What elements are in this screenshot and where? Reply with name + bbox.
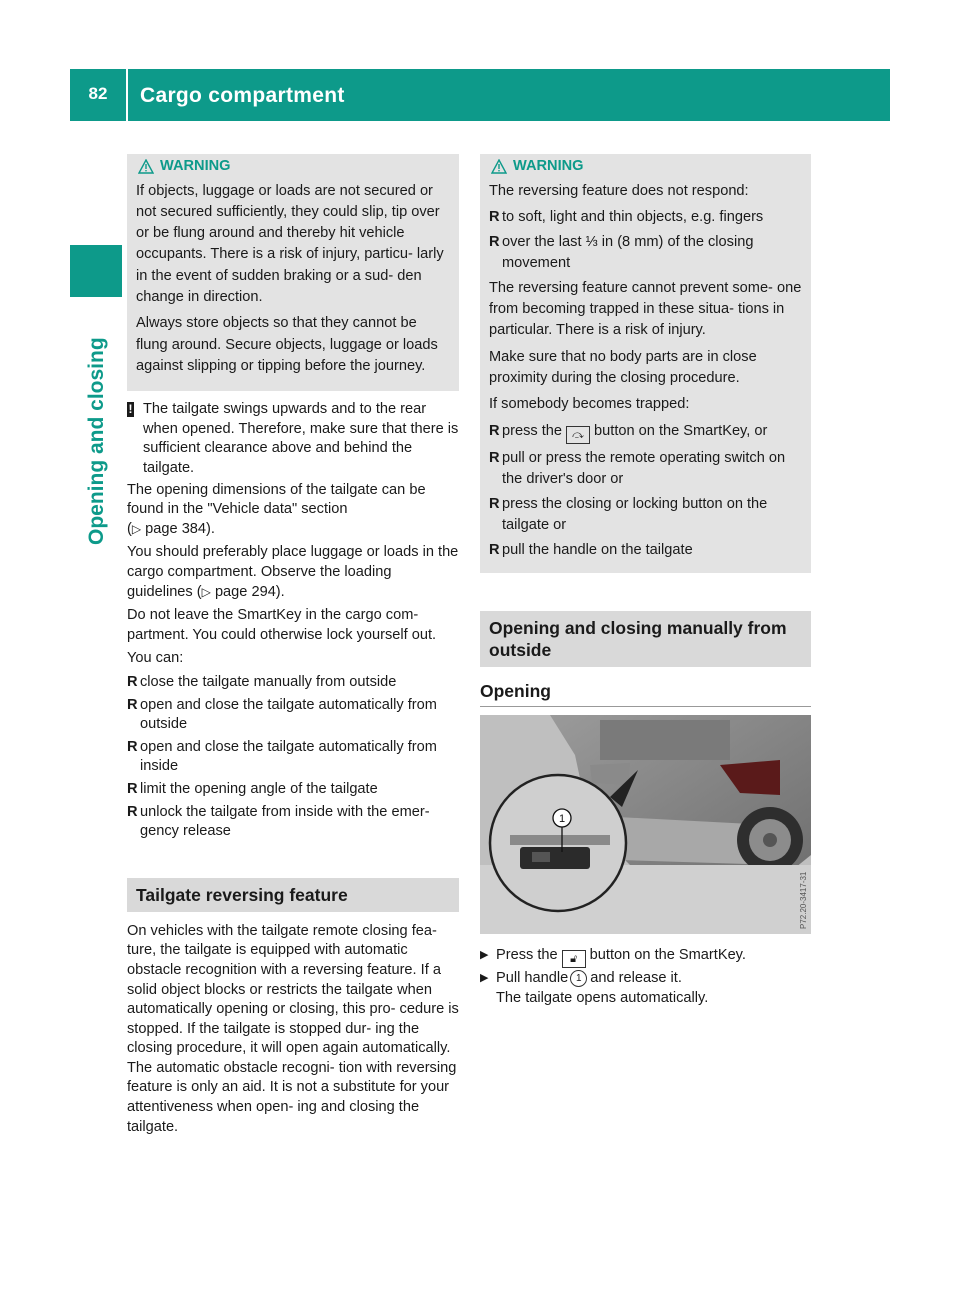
bullet-icon: R <box>489 233 500 250</box>
paragraph: On vehicles with the tailgate remote closing fea- ture, the tailgate is equipped with automatic obstacle recognition with a reversing feature. If a solid object blocks or restricts the tailgate when automatically opening or closing, this pro- cedure is stopped. If the tailgate is stopped dur- ing the closing procedure, it will open again automatically. The automatic obstacle recogni- tion with reversing feature is only an aid. It is not a substitute for your attentiveness when open- ing and closing the tailgate. <box>127 922 459 1135</box>
close-tailgate-key-icon: ⤼ <box>566 426 590 444</box>
warning-heading <box>136 157 450 177</box>
list-item <box>489 494 802 536</box>
list-item <box>489 232 802 274</box>
list-item-text: over the last ⅓ in (8 mm) of the closing movement <box>502 233 754 271</box>
note-text: The tailgate swings upwards and to the rear when opened. Therefore, make sure that there is sufficient clearance above and behind the tailgate. <box>143 401 459 477</box>
bullet-icon: R <box>127 803 138 820</box>
instruction-step <box>480 946 811 968</box>
unlock-tailgate-key-icon: 🔓︎ <box>562 950 586 968</box>
list-item <box>489 540 802 561</box>
list-item-text: unlock the tailgate from inside with the emer- gency release <box>140 803 430 840</box>
step-arrow-icon: ▶ <box>480 972 489 985</box>
step-text: Press the 🔓︎ button on the SmartKey. <box>496 946 746 968</box>
list-item <box>127 803 459 842</box>
warning-box <box>480 154 811 573</box>
bullet-icon: R <box>127 738 138 755</box>
paragraph-text: You should preferably place luggage or loads in the cargo compartment. Observe the loading guidelines ( <box>127 544 459 600</box>
paragraph: The opening dimensions of the tailgate can be found in the "Vehicle data" section (▷ page 384). <box>127 481 426 537</box>
warning-text: Make sure that no body parts are in close proximity during the closing procedure. <box>489 348 757 387</box>
bullet-icon: R <box>489 208 500 225</box>
chapter-label: Opening and closing <box>85 337 108 545</box>
list-item <box>127 738 459 777</box>
warning-heading <box>489 157 802 177</box>
page-ref-arrow-icon: ▷ <box>131 521 142 536</box>
list-item <box>127 673 459 693</box>
list-item <box>489 448 802 490</box>
paragraph <box>127 543 459 602</box>
bullet-icon: R <box>489 541 500 558</box>
list-item <box>127 780 459 800</box>
warning-text: If objects, luggage or loads are not secured or not secured sufficiently, they could slip, tip over or be flung around and thereby hit vehicle occupants. There is a risk of injury, particu- larly in the event of sudden braking or a sud- den change in direction. <box>136 182 444 306</box>
callout-number: 1 <box>570 970 587 987</box>
warning-box <box>127 154 459 391</box>
page-ref[interactable]: page 294). <box>214 583 285 600</box>
list-item <box>489 421 802 444</box>
step-result: The tailgate opens automatically. <box>496 989 709 1006</box>
page-number: 82 <box>88 84 108 103</box>
paragraph: You can: <box>127 650 184 667</box>
subsection-heading: Opening <box>480 679 811 708</box>
list-item-text: pull or press the remote operating switch on the driver's door or <box>502 449 786 487</box>
list-item-text: press the closing or locking button on the tailgate or <box>502 495 768 533</box>
paragraph-text: The opening dimensions of the tailgate can be found in the "Vehicle data" section <box>127 481 426 518</box>
page-title: Cargo compartment <box>140 84 345 107</box>
warning-icon <box>491 159 507 174</box>
list-item-text: open and close the tailgate automatically from outside <box>140 696 437 733</box>
bullet-icon: R <box>127 696 138 713</box>
warning-icon <box>138 159 154 174</box>
page-ref-arrow-icon: ▷ <box>201 584 211 599</box>
right-column <box>480 154 811 1009</box>
list-item-text: open and close the tailgate automatically from inside <box>140 738 437 775</box>
list-item-text: to soft, light and thin objects, e.g. fingers <box>502 208 764 225</box>
section-heading: Tailgate reversing feature <box>127 878 459 912</box>
warning-title: WARNING <box>160 158 231 174</box>
header-divider <box>126 69 128 121</box>
step-arrow-icon: ▶ <box>480 949 489 962</box>
step-text: Pull handle 1 and release it. The tailgate opens automatically. <box>496 970 709 1006</box>
warning-title: WARNING <box>513 158 584 174</box>
list-item <box>127 696 459 735</box>
section-heading: Opening and closing manually from outside <box>480 611 811 667</box>
list-item-text: pull the handle on the tailgate <box>502 541 693 558</box>
warning-text: The reversing feature cannot prevent some- one from becoming trapped in these situa- tions in particular. There is a risk of injury. <box>489 279 802 339</box>
warning-text: Always store objects so that they cannot be flung around. Secure objects, luggage or loads against slipping or tipping before the journey. <box>136 315 438 374</box>
bullet-icon: R <box>127 673 138 690</box>
bullet-icon: R <box>489 449 500 466</box>
note <box>127 400 459 478</box>
bullet-icon: R <box>489 422 500 439</box>
instruction-step <box>480 969 811 1008</box>
side-tab-marker <box>70 245 122 297</box>
left-column <box>127 154 459 1141</box>
figure-code: P72.20-3417-31 <box>799 871 808 930</box>
warning-text: The reversing feature does not respond: <box>489 182 749 199</box>
list-item-text: press the ⤼ button on the SmartKey, or <box>502 421 767 444</box>
list-item-text: close the tailgate manually from outside <box>140 673 397 690</box>
warning-text: If somebody becomes trapped: <box>489 396 690 413</box>
tailgate-handle-photo <box>480 715 811 934</box>
bullet-icon: R <box>489 495 500 512</box>
list-item <box>489 207 802 228</box>
page-ref[interactable]: page 384). <box>145 520 215 537</box>
exclamation-icon: ! <box>128 402 133 417</box>
bullet-icon: R <box>127 780 138 797</box>
list-item-text: limit the opening angle of the tailgate <box>140 780 378 797</box>
figure-callout: 1 <box>558 813 566 826</box>
paragraph: Do not leave the SmartKey in the cargo com- partment. You could otherwise lock yourself out. <box>127 607 437 643</box>
